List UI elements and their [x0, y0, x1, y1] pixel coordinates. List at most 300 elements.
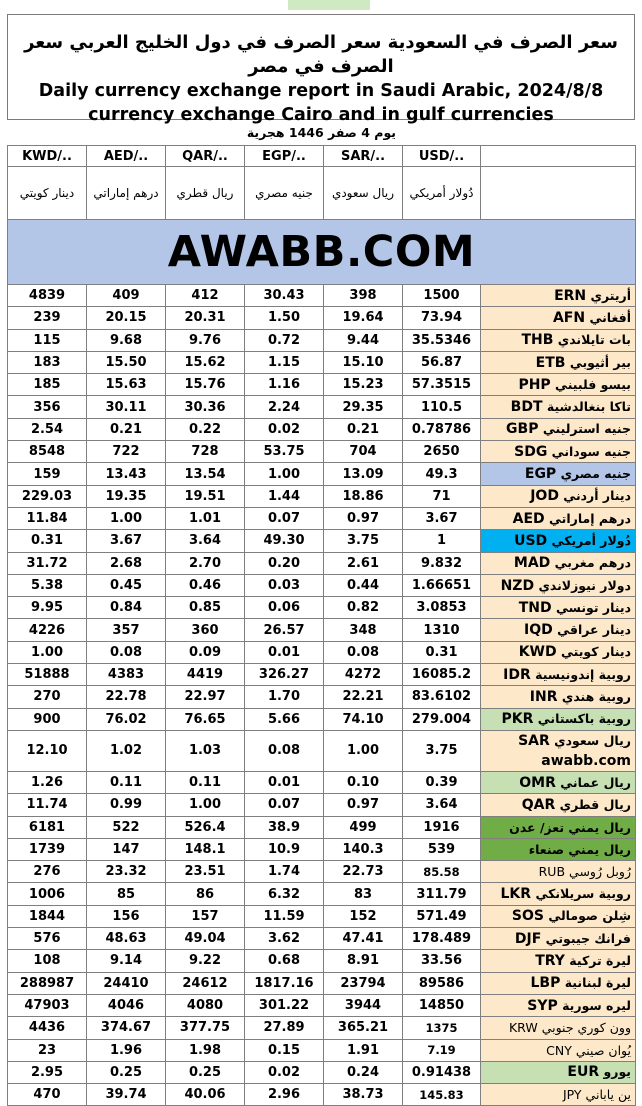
cell-egp: 49.30 — [245, 530, 324, 552]
currency-code: KRW — [508, 1020, 538, 1036]
col-name-aed: درهم إماراتي — [87, 167, 166, 220]
cell-aed: 24410 — [87, 972, 166, 994]
currency-code: EGP — [524, 466, 557, 483]
currency-arabic-name: يُوان صيني — [575, 1042, 631, 1058]
cell-qar: 526.4 — [166, 816, 245, 838]
table-row — [8, 861, 636, 883]
table-row — [8, 574, 636, 596]
cell-qar: 377.75 — [166, 1017, 245, 1039]
currency-name-cell — [481, 861, 636, 883]
cell-egp: 0.02 — [245, 418, 324, 440]
cell-usd: 89586 — [403, 972, 481, 994]
col-name-empty — [481, 167, 636, 220]
cell-kwd: 12.10 — [8, 730, 87, 771]
currency-arabic-name: روبية هندي — [561, 688, 631, 704]
currency-arabic-name: روبية سريلانكي — [535, 886, 631, 902]
currency-code: RUB — [538, 864, 566, 880]
currency-arabic-name: ليره سورية — [562, 997, 631, 1013]
table-row — [8, 664, 636, 686]
cell-qar: 9.22 — [166, 950, 245, 972]
cell-aed: 4383 — [87, 664, 166, 686]
currency-name-cell — [481, 641, 636, 663]
table-row — [8, 374, 636, 396]
currency-name-cell — [481, 686, 636, 708]
cell-egp: 11.59 — [245, 905, 324, 927]
currency-code: ERN — [554, 287, 587, 304]
cell-qar: 30.36 — [166, 396, 245, 418]
currency-code: QAR — [521, 796, 556, 813]
cell-qar: 1.98 — [166, 1039, 245, 1061]
currency-arabic-name: جنيه سوداني — [551, 443, 631, 459]
cell-usd: 16085.2 — [403, 664, 481, 686]
cell-usd: 2650 — [403, 441, 481, 463]
table-row — [8, 530, 636, 552]
cell-usd: 85.58 — [403, 861, 481, 883]
currency-code: ETB — [535, 354, 566, 371]
cell-qar: 0.85 — [166, 597, 245, 619]
cell-usd: 3.64 — [403, 794, 481, 816]
col-name-egp: جنيه مصري — [245, 167, 324, 220]
table-row — [8, 1084, 636, 1106]
cell-egp: 1.16 — [245, 374, 324, 396]
currency-name-cell — [481, 597, 636, 619]
cell-usd: 49.3 — [403, 463, 481, 485]
cell-usd: 56.87 — [403, 351, 481, 373]
cell-usd: 178.489 — [403, 928, 481, 950]
cell-egp: 2.96 — [245, 1084, 324, 1106]
currency-arabic-name: جنيه مصري — [560, 466, 631, 482]
cell-usd: 1310 — [403, 619, 481, 641]
table-row — [8, 396, 636, 418]
table-row — [8, 972, 636, 994]
cell-kwd: 470 — [8, 1084, 87, 1106]
cell-kwd: 23 — [8, 1039, 87, 1061]
currency-arabic-name: يورو — [603, 1064, 631, 1080]
currency-code: NZD — [500, 577, 535, 594]
table-row — [8, 418, 636, 440]
cell-aed: 1.96 — [87, 1039, 166, 1061]
currency-name-cell — [481, 883, 636, 905]
cell-kwd: 4226 — [8, 619, 87, 641]
table-row — [8, 351, 636, 373]
currency-name-cell — [481, 574, 636, 596]
cell-sar: 19.64 — [324, 307, 403, 329]
title-english-line2: currency exchange Cairo and in gulf currencies — [88, 105, 554, 125]
currency-code: SAR — [518, 732, 550, 749]
cell-sar: 8.91 — [324, 950, 403, 972]
cell-aed: 374.67 — [87, 1017, 166, 1039]
table-row — [8, 507, 636, 529]
cell-usd: 279.004 — [403, 708, 481, 730]
column-code-row — [8, 146, 636, 167]
currency-name-cell — [481, 905, 636, 927]
currency-arabic-name: شِلن صومالي — [548, 908, 631, 924]
cell-usd: 110.5 — [403, 396, 481, 418]
cell-usd: 73.94 — [403, 307, 481, 329]
cell-usd: 1500 — [403, 285, 481, 307]
cell-qar: 23.51 — [166, 861, 245, 883]
cell-egp: 326.27 — [245, 664, 324, 686]
currency-arabic-name: بيسو فلبيني — [555, 376, 631, 392]
cell-sar: 74.10 — [324, 708, 403, 730]
cell-egp: 2.24 — [245, 396, 324, 418]
currency-code: IQD — [524, 622, 553, 639]
cell-egp: 0.02 — [245, 1061, 324, 1083]
cell-aed: 85 — [87, 883, 166, 905]
currency-name-cell — [481, 463, 636, 485]
cell-aed: 156 — [87, 905, 166, 927]
cell-qar: 728 — [166, 441, 245, 463]
table-row — [8, 1017, 636, 1039]
table-row — [8, 485, 636, 507]
cell-qar: 22.97 — [166, 686, 245, 708]
currency-name-cell — [481, 507, 636, 529]
cell-egp: 3.62 — [245, 928, 324, 950]
cell-kwd: 900 — [8, 708, 87, 730]
currency-code: CNY — [546, 1042, 572, 1058]
currency-code: LKR — [500, 886, 532, 903]
cell-kwd: 1.26 — [8, 771, 87, 793]
banner-text: AWABB.COM — [8, 220, 636, 285]
cell-qar: 9.76 — [166, 329, 245, 351]
cell-qar: 3.64 — [166, 530, 245, 552]
currency-arabic-name: دينار تونسي — [555, 599, 631, 615]
currency-code: JOD — [530, 488, 559, 505]
currency-arabic-name: فرانك جيبوتي — [545, 930, 631, 946]
currency-arabic-name: ليرة لبنانية — [564, 975, 631, 991]
currency-name-cell — [481, 329, 636, 351]
cell-sar: 3944 — [324, 994, 403, 1016]
cell-usd: 35.5346 — [403, 329, 481, 351]
currency-name-cell — [481, 351, 636, 373]
table-row — [8, 950, 636, 972]
cell-usd: 0.78786 — [403, 418, 481, 440]
table-row — [8, 441, 636, 463]
currency-name-cell — [481, 771, 636, 793]
currency-name-cell — [481, 285, 636, 307]
cell-usd: 1375 — [403, 1017, 481, 1039]
cell-kwd: 31.72 — [8, 552, 87, 574]
cell-sar: 47.41 — [324, 928, 403, 950]
currency-arabic-name: تاكا بنغالدشية — [546, 399, 631, 415]
cell-egp: 1.74 — [245, 861, 324, 883]
cell-usd: 0.39 — [403, 771, 481, 793]
cell-qar: 0.25 — [166, 1061, 245, 1083]
cell-aed: 1.00 — [87, 507, 166, 529]
table-row — [8, 838, 636, 860]
cell-aed: 722 — [87, 441, 166, 463]
cell-qar: 412 — [166, 285, 245, 307]
cell-usd: 14850 — [403, 994, 481, 1016]
cell-kwd: 4436 — [8, 1017, 87, 1039]
cell-sar: 0.44 — [324, 574, 403, 596]
cell-sar: 348 — [324, 619, 403, 641]
currency-code: GBP — [506, 421, 539, 438]
cell-sar: 704 — [324, 441, 403, 463]
cell-sar: 2.61 — [324, 552, 403, 574]
currency-code: INR — [529, 688, 558, 705]
cell-usd: 3.0853 — [403, 597, 481, 619]
currency-name-cell — [481, 530, 636, 552]
cell-usd: 0.31 — [403, 641, 481, 663]
currency-arabic-name: دولار نيوزلاندي — [538, 577, 631, 593]
cell-egp: 26.57 — [245, 619, 324, 641]
currency-code: PHP — [518, 376, 551, 393]
currency-code: MAD — [513, 555, 551, 572]
cell-usd: 1 — [403, 530, 481, 552]
col-code-usd: USD/.. — [403, 146, 481, 167]
table-row — [8, 771, 636, 793]
currency-arabic-name: دينار كويتي — [560, 644, 631, 660]
cell-aed: 147 — [87, 838, 166, 860]
col-name-kwd: دينار كويتي — [8, 167, 87, 220]
cell-egp: 0.15 — [245, 1039, 324, 1061]
cell-aed: 0.21 — [87, 418, 166, 440]
cell-kwd: 576 — [8, 928, 87, 950]
currency-code: USD — [514, 532, 548, 549]
cell-egp: 1.50 — [245, 307, 324, 329]
cell-egp: 53.75 — [245, 441, 324, 463]
cell-aed: 30.11 — [87, 396, 166, 418]
currency-name-cell — [481, 1061, 636, 1083]
table-row — [8, 905, 636, 927]
currency-arabic-name: جنيه استرليني — [542, 421, 631, 437]
cell-qar: 40.06 — [166, 1084, 245, 1106]
cell-sar: 18.86 — [324, 485, 403, 507]
cell-aed: 15.50 — [87, 351, 166, 373]
cell-sar: 3.75 — [324, 530, 403, 552]
table-row — [8, 285, 636, 307]
cell-aed: 1.02 — [87, 730, 166, 771]
cell-sar: 1.91 — [324, 1039, 403, 1061]
cell-aed: 19.35 — [87, 485, 166, 507]
cell-aed: 357 — [87, 619, 166, 641]
table-row — [8, 329, 636, 351]
cell-egp: 38.9 — [245, 816, 324, 838]
cell-sar: 13.09 — [324, 463, 403, 485]
cell-sar: 4272 — [324, 664, 403, 686]
cell-sar: 22.73 — [324, 861, 403, 883]
currency-name-cell — [481, 708, 636, 730]
cell-aed: 0.45 — [87, 574, 166, 596]
cell-kwd: 0.31 — [8, 530, 87, 552]
currency-arabic-name: ين ياباني — [585, 1087, 631, 1103]
currency-code: TRY — [535, 952, 565, 969]
title-english-line1: Daily currency exchange report in Saudi Arabic, 2024/8/8 — [38, 81, 604, 101]
table-row — [8, 597, 636, 619]
cell-sar: 0.24 — [324, 1061, 403, 1083]
cell-kwd: 185 — [8, 374, 87, 396]
currency-name-cell — [481, 972, 636, 994]
currency-arabic-name: دينار أردني — [563, 488, 631, 504]
cell-aed: 409 — [87, 285, 166, 307]
currency-code: SOS — [511, 908, 544, 925]
currency-name-cell — [481, 418, 636, 440]
currency-name-cell — [481, 1039, 636, 1061]
currency-arabic-name: وون كوري جنوبي — [541, 1020, 631, 1036]
cell-kwd: 2.95 — [8, 1061, 87, 1083]
currency-arabic-name: ريال قطري — [559, 796, 631, 812]
cell-aed: 0.11 — [87, 771, 166, 793]
currency-name-cell — [481, 485, 636, 507]
currency-arabic-name: ريال يمني تعز/ عدن — [509, 819, 631, 835]
table-row — [8, 686, 636, 708]
col-code-egp: EGP/.. — [245, 146, 324, 167]
cell-sar: 365.21 — [324, 1017, 403, 1039]
cell-egp: 0.06 — [245, 597, 324, 619]
col-code-aed: AED/.. — [87, 146, 166, 167]
cell-kwd: 51888 — [8, 664, 87, 686]
cell-sar: 38.73 — [324, 1084, 403, 1106]
table-row — [8, 619, 636, 641]
cell-aed: 3.67 — [87, 530, 166, 552]
cell-aed: 22.78 — [87, 686, 166, 708]
table-row — [8, 1061, 636, 1083]
cell-egp: 30.43 — [245, 285, 324, 307]
currency-code: PKR — [501, 711, 534, 728]
title-box — [7, 14, 635, 125]
cell-qar: 49.04 — [166, 928, 245, 950]
currency-name-cell — [481, 374, 636, 396]
cell-usd: 7.19 — [403, 1039, 481, 1061]
cell-usd: 9.832 — [403, 552, 481, 574]
cell-aed: 13.43 — [87, 463, 166, 485]
cell-egp: 0.07 — [245, 507, 324, 529]
cell-egp: 1817.16 — [245, 972, 324, 994]
currency-arabic-name: روبية إندونيسية — [535, 666, 631, 682]
cell-egp: 0.72 — [245, 329, 324, 351]
cell-kwd: 1.00 — [8, 641, 87, 663]
cell-egp: 0.07 — [245, 794, 324, 816]
currency-name-cell — [481, 730, 636, 771]
currency-code: SDG — [514, 443, 548, 460]
cell-aed: 0.99 — [87, 794, 166, 816]
currency-name-cell — [481, 816, 636, 838]
cell-aed: 48.63 — [87, 928, 166, 950]
table-row — [8, 463, 636, 485]
table-row — [8, 730, 636, 771]
cell-usd: 57.3515 — [403, 374, 481, 396]
cell-qar: 1.03 — [166, 730, 245, 771]
currency-arabic-name: دينار عراقي — [557, 622, 631, 638]
currency-arabic-name: دُولار أمريكي — [551, 532, 631, 548]
table-row — [8, 928, 636, 950]
cell-kwd: 1844 — [8, 905, 87, 927]
cell-usd: 571.49 — [403, 905, 481, 927]
cell-qar: 148.1 — [166, 838, 245, 860]
currency-arabic-name: أفغاني — [589, 309, 631, 325]
cell-sar: 9.44 — [324, 329, 403, 351]
cell-aed: 0.84 — [87, 597, 166, 619]
cell-aed: 0.25 — [87, 1061, 166, 1083]
currency-arabic-name: درهم إماراتي — [549, 510, 631, 526]
cell-sar: 83 — [324, 883, 403, 905]
cell-egp: 1.70 — [245, 686, 324, 708]
cell-sar: 398 — [324, 285, 403, 307]
currency-name-cell — [481, 794, 636, 816]
currency-name-cell — [481, 994, 636, 1016]
cell-egp: 0.03 — [245, 574, 324, 596]
table-row — [8, 883, 636, 905]
cell-usd: 1916 — [403, 816, 481, 838]
cell-qar: 15.76 — [166, 374, 245, 396]
table-row — [8, 816, 636, 838]
col-code-qar: QAR/.. — [166, 146, 245, 167]
cell-kwd: 229.03 — [8, 485, 87, 507]
cell-sar: 15.23 — [324, 374, 403, 396]
cell-usd: 311.79 — [403, 883, 481, 905]
cell-egp: 1.44 — [245, 485, 324, 507]
currency-name-cell — [481, 1017, 636, 1039]
currency-arabic-name: بات تايلاندي — [557, 332, 631, 348]
cell-kwd: 288987 — [8, 972, 87, 994]
hijri-date: يوم 4 صفر 1446 هجرية — [246, 125, 396, 140]
cell-qar: 1.01 — [166, 507, 245, 529]
cell-sar: 23794 — [324, 972, 403, 994]
cell-sar: 0.82 — [324, 597, 403, 619]
currency-code: BDT — [510, 399, 543, 416]
cell-egp: 6.32 — [245, 883, 324, 905]
cell-egp: 1.15 — [245, 351, 324, 373]
currency-name-cell — [481, 664, 636, 686]
cell-qar: 0.11 — [166, 771, 245, 793]
cell-qar: 24612 — [166, 972, 245, 994]
cell-usd: 33.56 — [403, 950, 481, 972]
currency-name-cell — [481, 552, 636, 574]
col-code-sar: SAR/.. — [324, 146, 403, 167]
cell-qar: 2.70 — [166, 552, 245, 574]
currency-name-cell — [481, 441, 636, 463]
cell-aed: 4046 — [87, 994, 166, 1016]
currency-code: KWD — [518, 644, 557, 661]
column-name-row — [8, 167, 636, 220]
cell-kwd: 11.74 — [8, 794, 87, 816]
table-row — [8, 708, 636, 730]
cell-kwd: 276 — [8, 861, 87, 883]
cell-aed: 15.63 — [87, 374, 166, 396]
cell-sar: 0.21 — [324, 418, 403, 440]
exchange-table — [7, 145, 636, 1106]
cell-kwd: 239 — [8, 307, 87, 329]
cell-aed: 23.32 — [87, 861, 166, 883]
cell-aed: 9.68 — [87, 329, 166, 351]
cell-qar: 0.46 — [166, 574, 245, 596]
cell-usd: 3.75 — [403, 730, 481, 771]
currency-code: EUR — [567, 1064, 600, 1081]
col-name-qar: ريال قطري — [166, 167, 245, 220]
cell-kwd: 9.95 — [8, 597, 87, 619]
cell-sar: 0.97 — [324, 507, 403, 529]
cell-aed: 76.02 — [87, 708, 166, 730]
cell-sar: 0.08 — [324, 641, 403, 663]
table-row — [8, 552, 636, 574]
currency-code: LBP — [530, 975, 561, 992]
cell-egp: 0.20 — [245, 552, 324, 574]
currency-arabic-name: رُوبل رُوسي — [569, 864, 631, 880]
cell-qar: 19.51 — [166, 485, 245, 507]
cell-usd: 0.91438 — [403, 1061, 481, 1083]
currency-name-cell — [481, 838, 636, 860]
title-arabic: سعر الصرف في السعودية سعر الصرف في دول الخليج العربي سعر الصرف في مصر — [24, 32, 618, 77]
cell-sar: 15.10 — [324, 351, 403, 373]
cell-aed: 2.68 — [87, 552, 166, 574]
currency-code: DJF — [514, 930, 542, 947]
table-row — [8, 994, 636, 1016]
cell-sar: 29.35 — [324, 396, 403, 418]
cell-qar: 0.09 — [166, 641, 245, 663]
cell-aed: 9.14 — [87, 950, 166, 972]
cell-egp: 0.01 — [245, 771, 324, 793]
